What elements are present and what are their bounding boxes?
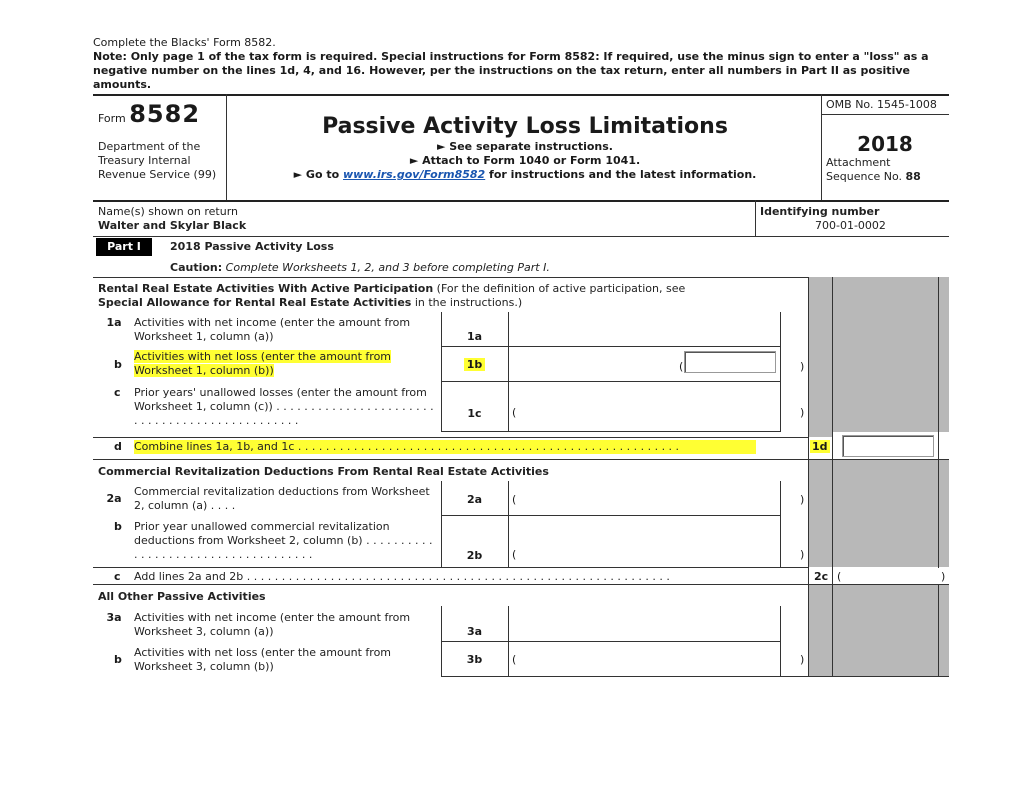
goto-suffix: for instructions and the latest information. <box>485 168 757 181</box>
omb-rule <box>821 114 949 115</box>
rental-heading <box>98 282 803 296</box>
row-rule-1a <box>441 346 780 347</box>
box-3b-label: 3b <box>466 653 483 666</box>
subtitle-separate: ► See separate instructions. <box>437 140 613 153</box>
line-3a-number: 3a <box>106 611 122 624</box>
sequence-label: Sequence No. <box>826 170 903 183</box>
subtitle-attach: ► Attach to Form 1040 or Form 1041. <box>409 154 641 167</box>
rental-heading-bold: Rental Real Estate Activities With Active Participation <box>98 282 434 295</box>
row-rule-1d-top <box>93 437 808 438</box>
line-1b-paren-close: ) <box>800 360 805 373</box>
line-3b-paren-open: ( <box>512 653 517 666</box>
col-divider-938 <box>938 277 939 677</box>
caution-text: Complete Worksheets 1, 2, and 3 before completing Part I. <box>225 261 550 274</box>
line-1d-text: Combine lines 1a, 1b, and 1c . . . . . . . . . . . . . . . . . . . . . . . . . . . . . . . . . . . . . . . . . . . . . . . . . . . . . . . <box>134 440 756 454</box>
shade-col1-a <box>808 277 832 437</box>
intro-note: Note: Only page 1 of the tax form is required. Special instructions for Form 8582: If required, use the minus sign to enter a "loss" as a negative number on the lines 1d, 4, and 16. However, per the instructions on the tax return, enter all numbers in Part II as positive amounts. <box>93 50 929 91</box>
line-1b-text-block <box>134 350 434 378</box>
box-1c-label: 1c <box>467 407 482 420</box>
line-1c-paren-open: ( <box>512 406 517 419</box>
row-rule-1c <box>441 431 780 432</box>
line-1d-input[interactable] <box>842 435 934 457</box>
entry-col-mid-2 <box>508 481 509 567</box>
department-label: Department of the Treasury Internal Revenue Service (99) <box>98 140 217 181</box>
rental-heading2-bold: Special Allowance for Rental Real Estate Activities <box>98 296 412 309</box>
commercial-heading: Commercial Revitalization Deductions From Rental Real Estate Activities <box>98 465 549 478</box>
line-2b-text: Prior year unallowed commercial revitalization deductions from Worksheet 2, column (b) . . . . . . . . . . . . . . . . . . . . . . . . . . . . . . . . . . . . <box>134 520 433 561</box>
line-2a-text: Commercial revitalization deductions from Worksheet 2, column (a) . . . . <box>134 485 430 512</box>
goto-prefix: ► Go to <box>293 168 343 181</box>
row-rule-3a <box>441 641 780 642</box>
part1-title: 2018 Passive Activity Loss <box>170 240 334 253</box>
box-2b-label: 2b <box>466 549 483 562</box>
omb-number: OMB No. 1545-1008 <box>826 98 937 111</box>
line-1c-paren-close: ) <box>800 406 805 419</box>
form-word: Form <box>98 112 126 125</box>
part1-caution <box>170 261 550 275</box>
line-1b-input[interactable] <box>684 351 776 373</box>
rental-heading-2 <box>98 296 803 310</box>
box-3a-label: 3a <box>466 625 483 638</box>
names-bottom-rule <box>93 236 949 237</box>
shade-col1-b <box>808 459 832 567</box>
form-number: 8582 <box>129 100 201 128</box>
shade-col2-c <box>832 584 949 676</box>
line-2c-letter: c <box>114 570 121 583</box>
tax-year: 2018 <box>857 132 913 156</box>
line-1a-amount[interactable] <box>510 314 778 344</box>
line-2b-letter: b <box>114 520 122 533</box>
box-1d-label-text: 1d <box>812 440 828 453</box>
sequence-number: 88 <box>905 170 921 183</box>
names-divider <box>755 200 756 236</box>
rental-heading-note: (For the definition of active participation, see <box>436 282 686 295</box>
line-3b-paren-close: ) <box>800 653 805 666</box>
attachment-label: Attachment <box>826 156 891 169</box>
line-3a-amount[interactable] <box>510 608 778 639</box>
col-divider-808 <box>808 277 809 677</box>
names-label: Name(s) shown on return <box>98 205 238 218</box>
line-3b-letter: b <box>114 653 122 666</box>
box-1a-label: 1a <box>466 330 483 343</box>
line-2b-paren-open: ( <box>512 548 517 561</box>
line-2a-paren-open: ( <box>512 493 517 506</box>
row-rule-2c-top <box>93 567 808 568</box>
form-number-block <box>98 100 200 128</box>
line-2b-amount[interactable] <box>520 518 790 564</box>
identifying-number: 700-01-0002 <box>815 219 886 232</box>
shade-col1-c <box>808 584 832 676</box>
header-bottom-rule <box>93 200 949 202</box>
col-divider-832 <box>832 277 833 677</box>
line-2c-paren-open: ( <box>837 570 842 583</box>
caution-label: Caution: <box>170 261 223 274</box>
line-1a-text: Activities with net income (enter the amount from Worksheet 1, column (a)) <box>134 316 411 343</box>
shade-col2-b <box>832 459 949 567</box>
line-1d-letter: d <box>114 440 122 453</box>
header-divider-left <box>226 94 227 200</box>
irs-link[interactable]: www.irs.gov/Form8582 <box>342 168 486 181</box>
line-1a-number: 1a <box>106 316 122 329</box>
row-rule-2c-bottom <box>93 584 949 585</box>
line-3b-amount[interactable] <box>520 643 790 674</box>
entry-col-mid-1 <box>508 312 509 432</box>
line-1b-text: Activities with net loss (enter the amount from Worksheet 1, column (b)) <box>134 350 392 377</box>
row-rule-1b <box>441 381 780 382</box>
line-2c-text: Add lines 2a and 2b . . . . . . . . . . . . . . . . . . . . . . . . . . . . . . . . . . . . . . . . . . . . . . . . . . . . . . . . . . . . . <box>134 570 670 583</box>
sequence-block <box>826 170 921 184</box>
box-1b-label-text: 1b <box>464 358 486 371</box>
line-2a-number: 2a <box>106 492 122 505</box>
box-1d-label <box>810 440 830 453</box>
line-2c-paren-close: ) <box>941 570 946 583</box>
other-heading: All Other Passive Activities <box>98 590 266 603</box>
line-1c-text: Prior years' unallowed losses (enter the amount from Worksheet 1, column (c)) . . . . . . . . . . . . . . . . . . . . . . . . . . . . . . . . . . . . . . . . . . . . . . . <box>134 386 434 427</box>
table-bottom-rule <box>441 676 949 677</box>
box-1b-label <box>441 358 508 371</box>
line-2c-cell[interactable] <box>833 568 949 584</box>
header-divider-right <box>821 94 822 200</box>
line-1b-letter: b <box>114 358 122 371</box>
shade-col2-a <box>832 277 949 432</box>
taxpayer-names: Walter and Skylar Black <box>98 219 247 232</box>
subtitle-goto <box>230 168 820 181</box>
box-2c-label: 2c <box>814 570 829 583</box>
line-3b-text: Activities with net loss (enter the amount from Worksheet 3, column (b)) <box>134 646 392 673</box>
part1-badge: Part I <box>96 238 152 256</box>
line-1c-letter: c <box>114 386 121 399</box>
rental-heading2-note: in the instructions.) <box>414 296 523 309</box>
intro-line: Complete the Blacks' Form 8582. <box>93 36 276 49</box>
line-1b-paren-open: ( <box>679 360 684 373</box>
identifying-number-label: Identifying number <box>760 205 880 218</box>
line-3a-text: Activities with net income (enter the amount from Worksheet 3, column (a)) <box>134 611 411 638</box>
row-rule-1d-bottom <box>93 459 949 460</box>
form-title: Passive Activity Loss Limitations <box>322 114 728 139</box>
box-2a-label: 2a <box>466 493 483 506</box>
line-2a-paren-close: ) <box>800 493 805 506</box>
line-2b-paren-close: ) <box>800 548 805 561</box>
line-1c-amount[interactable] <box>520 384 790 428</box>
line-2a-amount[interactable] <box>520 483 790 513</box>
line-1d-text-block <box>134 440 756 454</box>
row-rule-2a <box>441 515 780 516</box>
